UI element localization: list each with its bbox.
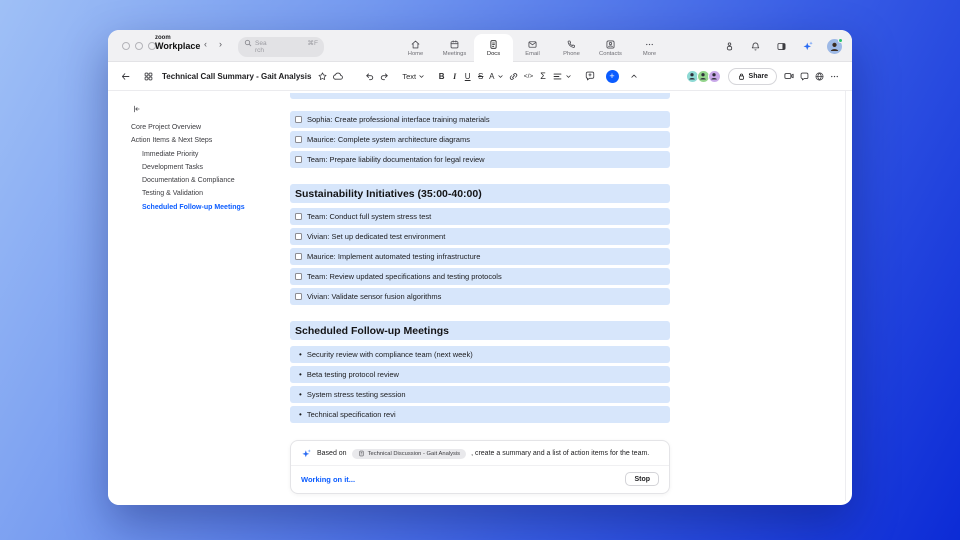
undo-icon[interactable] <box>362 69 377 84</box>
link-icon[interactable] <box>506 69 521 84</box>
checkbox[interactable] <box>295 253 302 260</box>
video-camera-icon[interactable] <box>781 68 797 84</box>
zoom-workplace-logo: zoom Workplace <box>155 35 201 51</box>
bullet-row[interactable]: • Security review with compliance team (next week) <box>290 346 670 363</box>
bullet-row[interactable]: • Beta testing protocol review <box>290 366 670 383</box>
online-status-dot <box>838 38 843 43</box>
collaborator-avatar[interactable] <box>708 70 721 83</box>
collapse-toolbar-icon[interactable] <box>627 69 641 83</box>
window-controls[interactable] <box>122 42 156 50</box>
back-icon[interactable] <box>118 69 133 84</box>
search-shortcut: ⌘F <box>307 40 318 47</box>
add-comment-icon[interactable] <box>582 68 598 84</box>
outline-item-development-tasks[interactable]: Development Tasks <box>142 163 203 171</box>
todo-row[interactable]: Sophia: Create professional interface training materials <box>290 111 670 128</box>
tab-email[interactable]: Email <box>513 34 552 62</box>
tab-docs[interactable]: Docs <box>474 34 513 62</box>
bullet-row[interactable]: • Technical specification revi <box>290 406 670 423</box>
nav-back-icon[interactable]: ‹ <box>204 39 207 49</box>
checkbox[interactable] <box>295 156 302 163</box>
titlebar <box>108 30 852 62</box>
ai-status-text: Working on it... <box>301 474 356 484</box>
bullet-dot: • <box>299 390 302 399</box>
underline-button[interactable]: U <box>464 71 471 81</box>
zoom-workplace-window <box>108 30 852 505</box>
assistant-icon[interactable] <box>722 39 737 54</box>
outline-item-core-project-overview[interactable]: Core Project Overview <box>131 124 202 131</box>
checkbox[interactable] <box>295 233 302 240</box>
tab-meetings[interactable]: Meetings <box>435 34 474 62</box>
cloud-saved-icon[interactable] <box>330 68 346 84</box>
checkbox[interactable] <box>295 293 302 300</box>
docs-icon <box>488 39 499 50</box>
home-icon <box>410 39 421 50</box>
favorite-star-icon[interactable] <box>315 69 330 84</box>
outline-item-documentation-compliance[interactable]: Documentation & Compliance <box>142 177 235 185</box>
code-icon[interactable]: </> <box>523 72 534 80</box>
checkbox[interactable] <box>295 116 302 123</box>
doc-title: Technical Call Summary - Gait Analysis <box>162 71 312 81</box>
bullet-dot: • <box>299 410 302 419</box>
bullet-dot: • <box>299 350 302 359</box>
lock-icon <box>737 72 746 81</box>
nav-forward-icon[interactable]: › <box>219 39 222 49</box>
side-panel-toggle-icon[interactable] <box>774 39 789 54</box>
doc-toolbar <box>108 62 852 91</box>
font-color-dropdown[interactable]: A <box>489 72 503 81</box>
todo-row[interactable]: Team: Review updated specifications and testing protocols <box>290 268 670 285</box>
user-avatar[interactable] <box>827 39 842 54</box>
todo-row[interactable]: Vivian: Set up dedicated test environment <box>290 228 670 245</box>
minimize-window-icon[interactable] <box>135 42 143 50</box>
notifications-bell-icon[interactable] <box>748 39 763 54</box>
close-window-icon[interactable] <box>122 42 130 50</box>
email-icon <box>527 39 538 50</box>
tab-more[interactable]: More <box>630 34 669 62</box>
tab-contacts[interactable]: Contacts <box>591 34 630 62</box>
ai-sparkle-icon <box>301 448 312 459</box>
todo-row[interactable]: Team: Prepare liability documentation for legal review <box>290 151 670 168</box>
search-placeholder-line2: rch <box>255 47 265 54</box>
source-doc-chip[interactable]: Technical Discussion - Gait Analysis <box>352 449 466 459</box>
outline-item-immediate-priority[interactable]: Immediate Priority <box>142 150 199 158</box>
section-heading: Scheduled Follow-up Meetings <box>290 321 670 340</box>
todo-row[interactable]: Vivian: Validate sensor fusion algorithms <box>290 288 670 305</box>
search-icon <box>244 39 252 47</box>
todo-row[interactable]: Maurice: Implement automated testing infrastructure <box>290 248 670 265</box>
doc-content <box>290 91 670 505</box>
search-placeholder-line1: Sea <box>255 39 267 47</box>
outline-sidebar <box>108 91 285 505</box>
calendar-icon <box>449 39 460 50</box>
more-icon <box>644 39 655 50</box>
italic-button[interactable]: I <box>453 71 457 81</box>
global-search-input[interactable] <box>238 37 324 57</box>
chat-bubble-icon[interactable] <box>797 69 812 84</box>
outline-item-action-items-next-steps[interactable]: Action Items & Next Steps <box>131 137 213 145</box>
outline-item-scheduled-follow-up-meetings[interactable]: Scheduled Follow-up Meetings <box>142 203 245 211</box>
doc-chip-icon <box>358 450 365 457</box>
tab-home[interactable]: Home <box>396 34 435 62</box>
contacts-icon <box>605 39 616 50</box>
ai-companion-panel <box>290 440 670 494</box>
more-options-icon[interactable] <box>827 69 842 84</box>
stop-button[interactable]: Stop <box>625 472 659 486</box>
clipped-row <box>290 93 670 99</box>
bullet-row[interactable]: • System stress testing session <box>290 386 670 403</box>
share-button[interactable]: Share <box>728 68 777 85</box>
phone-icon <box>566 39 577 50</box>
redo-icon[interactable] <box>377 69 392 84</box>
todo-row[interactable]: Maurice: Complete system architecture diagrams <box>290 131 670 148</box>
checkbox[interactable] <box>295 136 302 143</box>
formula-sigma-icon[interactable]: Σ <box>540 71 546 81</box>
globe-icon[interactable] <box>812 69 827 84</box>
section-heading: Sustainability Initiatives (35:00-40:00) <box>290 184 670 203</box>
tab-phone[interactable]: Phone <box>552 34 591 62</box>
text-style-dropdown[interactable]: Text <box>402 72 425 81</box>
insert-plus-button[interactable]: + <box>606 70 619 83</box>
collaborator-avatars[interactable] <box>688 70 721 83</box>
bold-button[interactable]: B <box>438 71 445 81</box>
collapse-outline-icon[interactable] <box>131 104 285 114</box>
outline-item-testing-validation[interactable]: Testing & Validation <box>142 190 203 198</box>
apps-icon[interactable] <box>141 69 156 84</box>
ai-prompt-prefix: Based on <box>317 450 347 457</box>
ai-prompt-suffix: , create a summary and a list of action items for the team. <box>471 450 650 457</box>
alignment-dropdown[interactable] <box>552 71 572 82</box>
checkbox[interactable] <box>295 273 302 280</box>
bullet-dot: • <box>299 370 302 379</box>
strikethrough-button[interactable]: S <box>477 71 484 81</box>
checkbox[interactable] <box>295 213 302 220</box>
todo-row[interactable]: Team: Conduct full system stress test <box>290 208 670 225</box>
scrollbar-track[interactable] <box>845 91 846 501</box>
ai-companion-sparkle-icon[interactable] <box>800 38 816 54</box>
app-tabs <box>396 30 669 62</box>
